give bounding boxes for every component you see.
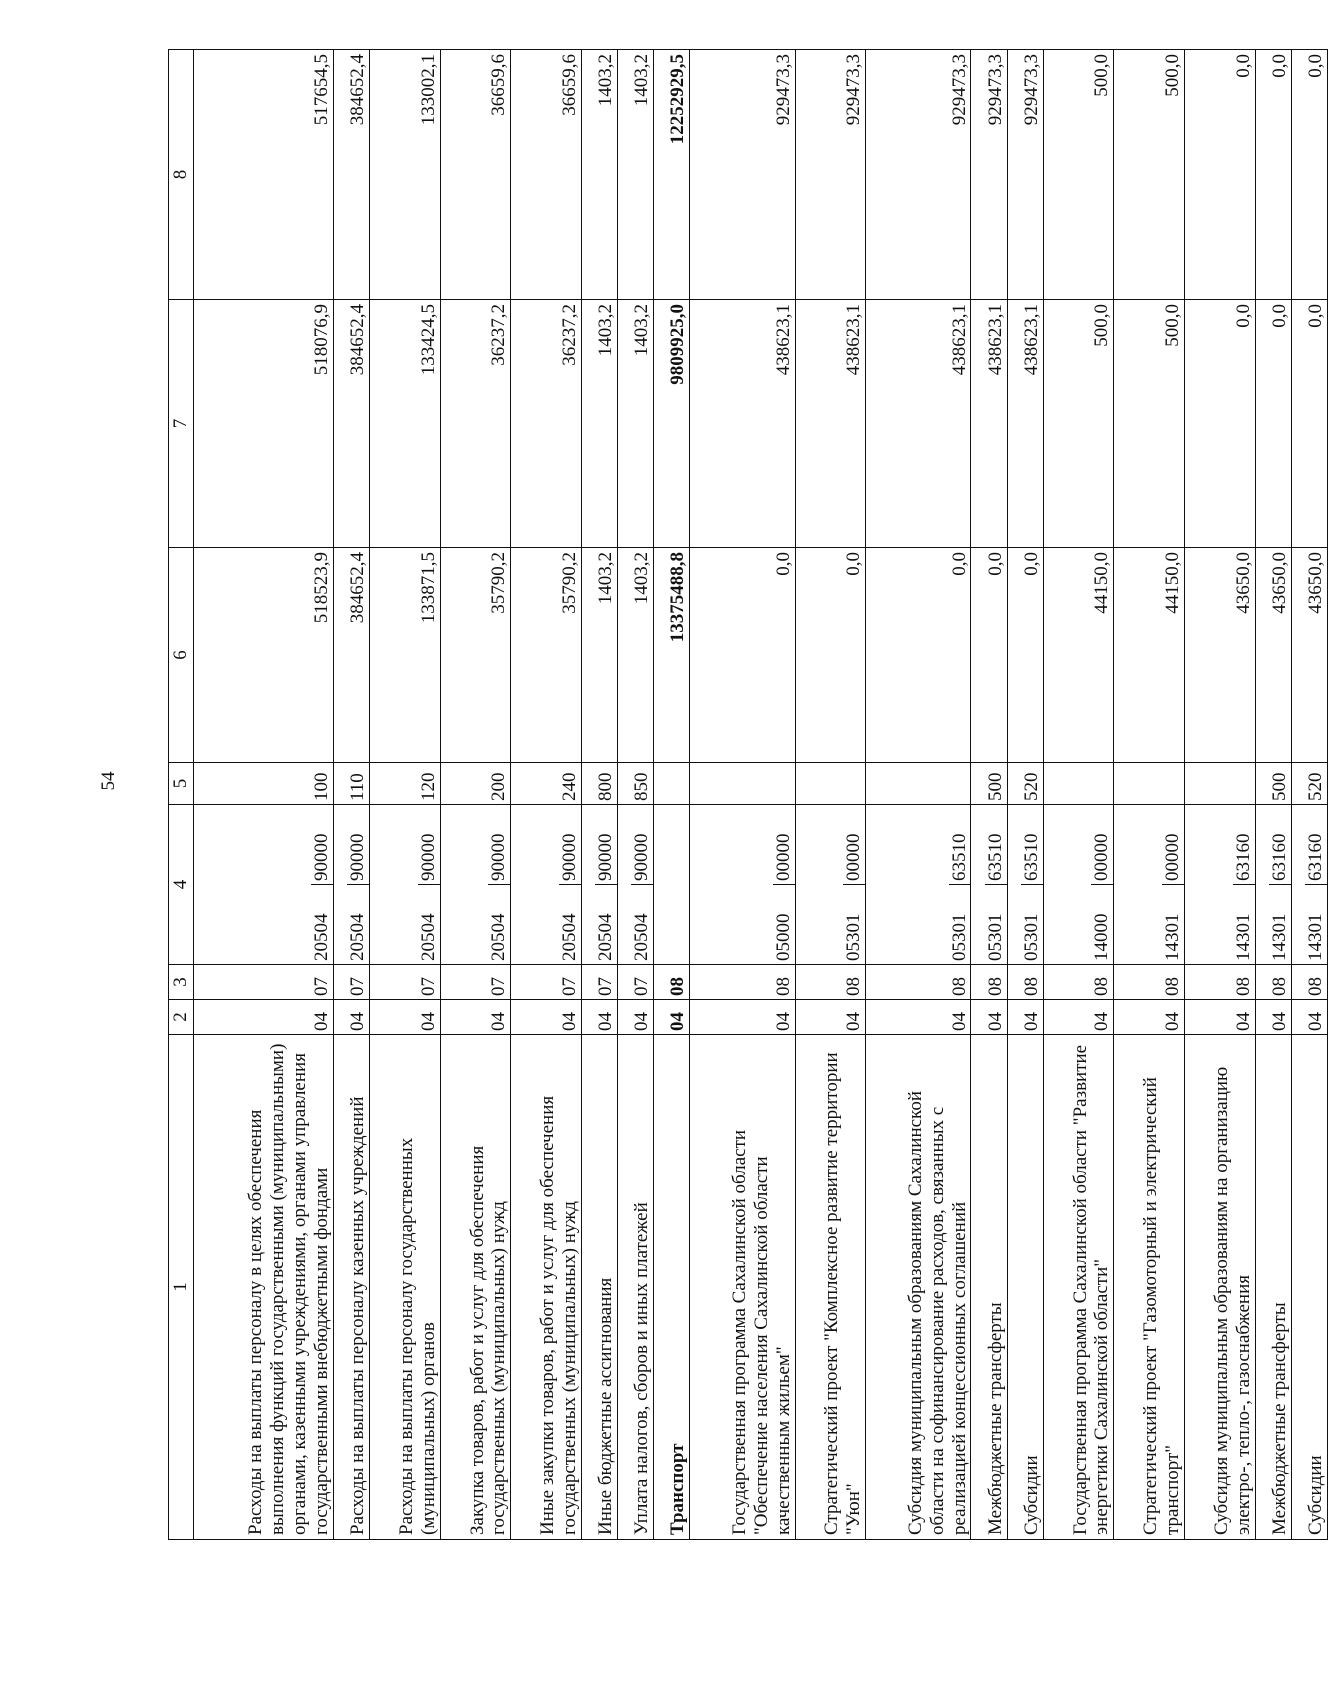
amount-year-2: 500,0 bbox=[1114, 300, 1185, 548]
expense-type-code bbox=[866, 763, 971, 805]
subsection-code: 08 bbox=[654, 965, 690, 1000]
amount-year-2: 36237,2 bbox=[511, 300, 582, 548]
table-row bbox=[618, 50, 654, 1540]
target-article-cell bbox=[511, 805, 582, 965]
program-code: 14301 bbox=[1162, 884, 1184, 964]
amount-year-1: 0,0 bbox=[971, 548, 1007, 763]
row-name: Государственная программа Сахалинской области "Развитие энергетики Сахалинской области" bbox=[1043, 1035, 1114, 1540]
section-code: 04 bbox=[795, 1000, 866, 1035]
table-row bbox=[440, 50, 511, 1540]
expense-type-code bbox=[654, 763, 690, 805]
amount-year-2: 438623,1 bbox=[690, 300, 795, 548]
amount-year-2: 438623,1 bbox=[971, 300, 1007, 548]
subsection-code: 07 bbox=[333, 965, 369, 1000]
subsection-code: 08 bbox=[1291, 965, 1327, 1000]
direction-code: 00000 bbox=[1091, 833, 1113, 881]
amount-year-3: 500,0 bbox=[1043, 50, 1114, 300]
amount-year-1: 0,0 bbox=[866, 548, 971, 763]
subsection-code: 07 bbox=[581, 965, 617, 1000]
direction-code: 00000 bbox=[772, 833, 794, 881]
section-code: 04 bbox=[971, 1000, 1007, 1035]
subsection-code: 08 bbox=[1184, 965, 1255, 1000]
expense-type-code bbox=[1184, 763, 1255, 805]
amount-year-2: 518076,9 bbox=[194, 300, 334, 548]
section-code: 04 bbox=[1007, 1000, 1043, 1035]
amount-year-3: 500,0 bbox=[1114, 50, 1185, 300]
table-row bbox=[1007, 50, 1043, 1540]
header-cell: 6 bbox=[169, 548, 194, 763]
amount-year-1: 1403,2 bbox=[618, 548, 654, 763]
direction-code: 00000 bbox=[1162, 833, 1184, 881]
target-article-cell bbox=[618, 805, 654, 965]
amount-year-2: 133424,5 bbox=[369, 300, 440, 548]
table-row bbox=[971, 50, 1007, 1540]
program-code: 05000 bbox=[773, 884, 795, 964]
direction-code: 90000 bbox=[595, 833, 617, 881]
program-code: 14301 bbox=[1305, 884, 1327, 964]
target-article-cell bbox=[795, 805, 866, 965]
subsection-code: 07 bbox=[194, 965, 334, 1000]
header-cell: 7 bbox=[169, 300, 194, 548]
target-article-cell bbox=[1291, 805, 1327, 965]
table-row bbox=[1114, 50, 1185, 1540]
header-cell: 8 bbox=[169, 50, 194, 300]
amount-year-2: 1403,2 bbox=[581, 300, 617, 548]
amount-year-3: 36659,6 bbox=[440, 50, 511, 300]
table-row bbox=[1184, 50, 1255, 1540]
subsection-code: 08 bbox=[795, 965, 866, 1000]
header-cell: 1 bbox=[169, 1035, 194, 1540]
amount-year-3: 36659,6 bbox=[511, 50, 582, 300]
amount-year-3: 12252929,5 bbox=[654, 50, 690, 300]
table-row bbox=[654, 50, 690, 1540]
row-name: Государственная программа Сахалинской области "Обеспечение населения Сахалинской области качественным жильем" bbox=[690, 1035, 795, 1540]
row-name: Субсидия муниципальным образованиям на организацию электро-, тепло-, газоснабжения bbox=[1184, 1035, 1255, 1540]
direction-code: 00000 bbox=[843, 833, 865, 881]
section-code: 04 bbox=[1255, 1000, 1291, 1035]
subsection-code: 08 bbox=[1043, 965, 1114, 1000]
row-name: Межбюджетные трансферты bbox=[971, 1035, 1007, 1540]
amount-year-3: 133002,1 bbox=[369, 50, 440, 300]
section-code: 04 bbox=[511, 1000, 582, 1035]
amount-year-3: 929473,3 bbox=[690, 50, 795, 300]
program-code: 14000 bbox=[1091, 884, 1113, 964]
target-article-cell bbox=[971, 805, 1007, 965]
target-article-cell bbox=[1114, 805, 1185, 965]
expense-type-code: 520 bbox=[1291, 763, 1327, 805]
program-code: 20504 bbox=[347, 884, 369, 964]
row-name: Субсидии bbox=[1291, 1035, 1327, 1540]
target-article-cell bbox=[1255, 805, 1291, 965]
table-row bbox=[581, 50, 617, 1540]
expense-type-code bbox=[690, 763, 795, 805]
expense-type-code: 500 bbox=[1255, 763, 1291, 805]
section-code: 04 bbox=[654, 1000, 690, 1035]
section-code: 04 bbox=[194, 1000, 334, 1035]
header-cell: 4 bbox=[169, 805, 194, 965]
row-name: Расходы на выплаты персоналу в целях обеспечения выполнения функций государственными (муниципальными) органами, казенными учреждениями, органами управления государственными внебюджетными фондами bbox=[194, 1035, 334, 1540]
row-name: Субсидии bbox=[1007, 1035, 1043, 1540]
amount-year-1: 13375488,8 bbox=[654, 548, 690, 763]
section-code: 04 bbox=[618, 1000, 654, 1035]
amount-year-2: 0,0 bbox=[1291, 300, 1327, 548]
subsection-code: 07 bbox=[511, 965, 582, 1000]
target-article-cell bbox=[690, 805, 795, 965]
amount-year-2: 0,0 bbox=[1255, 300, 1291, 548]
section-code: 04 bbox=[690, 1000, 795, 1035]
table-row bbox=[369, 50, 440, 1540]
program-code: 05301 bbox=[1021, 884, 1043, 964]
table-row bbox=[194, 50, 334, 1540]
row-name: Иные закупки товаров, работ и услуг для обеспечения государственных (муниципальных) нужд bbox=[511, 1035, 582, 1540]
target-article-cell bbox=[866, 805, 971, 965]
subsection-code: 07 bbox=[618, 965, 654, 1000]
section-code: 04 bbox=[866, 1000, 971, 1035]
program-code: 20504 bbox=[418, 884, 440, 964]
target-article-cell bbox=[654, 805, 690, 965]
amount-year-3: 384652,4 bbox=[333, 50, 369, 300]
amount-year-2: 1403,2 bbox=[618, 300, 654, 548]
section-code: 04 bbox=[581, 1000, 617, 1035]
program-code: 05301 bbox=[843, 884, 865, 964]
amount-year-3: 517654,5 bbox=[194, 50, 334, 300]
section-code: 04 bbox=[369, 1000, 440, 1035]
target-article-cell bbox=[194, 805, 334, 965]
row-name: Межбюджетные трансферты bbox=[1255, 1035, 1291, 1540]
program-code: 20504 bbox=[595, 884, 617, 964]
subsection-code: 08 bbox=[690, 965, 795, 1000]
amount-year-1: 133871,5 bbox=[369, 548, 440, 763]
target-article-cell bbox=[1184, 805, 1255, 965]
amount-year-1: 35790,2 bbox=[440, 548, 511, 763]
row-name: Расходы на выплаты персоналу государственных (муниципальных) органов bbox=[369, 1035, 440, 1540]
amount-year-1: 384652,4 bbox=[333, 548, 369, 763]
direction-code: 63160 bbox=[1268, 833, 1290, 881]
subsection-code: 08 bbox=[1007, 965, 1043, 1000]
program-code: 14301 bbox=[1269, 884, 1291, 964]
amount-year-3: 929473,3 bbox=[866, 50, 971, 300]
expense-type-code: 120 bbox=[369, 763, 440, 805]
subsection-code: 08 bbox=[866, 965, 971, 1000]
amount-year-1: 43650,0 bbox=[1184, 548, 1255, 763]
budget-table bbox=[168, 49, 1328, 1540]
direction-code: 90000 bbox=[488, 833, 510, 881]
header-cell: 2 bbox=[169, 1000, 194, 1035]
table-row bbox=[795, 50, 866, 1540]
amount-year-1: 43650,0 bbox=[1255, 548, 1291, 763]
amount-year-1: 0,0 bbox=[795, 548, 866, 763]
amount-year-1: 44150,0 bbox=[1114, 548, 1185, 763]
direction-code: 90000 bbox=[631, 833, 653, 881]
subsection-code: 07 bbox=[369, 965, 440, 1000]
expense-type-code: 500 bbox=[971, 763, 1007, 805]
amount-year-1: 1403,2 bbox=[581, 548, 617, 763]
program-code: 05301 bbox=[985, 884, 1007, 964]
amount-year-3: 929473,3 bbox=[1007, 50, 1043, 300]
subsection-code: 08 bbox=[1255, 965, 1291, 1000]
target-article-cell bbox=[1043, 805, 1114, 965]
row-name: Иные бюджетные ассигнования bbox=[581, 1035, 617, 1540]
row-name: Субсидия муниципальным образованиям Сахалинской области на софинансирование расходов, связанных с реализацией концессионных соглашений bbox=[866, 1035, 971, 1540]
program-code: 05301 bbox=[949, 884, 971, 964]
amount-year-3: 0,0 bbox=[1184, 50, 1255, 300]
table-row bbox=[511, 50, 582, 1540]
program-code: 20504 bbox=[559, 884, 581, 964]
expense-type-code: 240 bbox=[511, 763, 582, 805]
amount-year-2: 500,0 bbox=[1043, 300, 1114, 548]
direction-code: 90000 bbox=[310, 833, 332, 881]
table-row bbox=[1043, 50, 1114, 1540]
target-article-cell bbox=[1007, 805, 1043, 965]
subsection-code: 07 bbox=[440, 965, 511, 1000]
amount-year-3: 0,0 bbox=[1291, 50, 1327, 300]
rotated-table-container bbox=[168, 50, 1328, 1540]
expense-type-code: 200 bbox=[440, 763, 511, 805]
section-code: 04 bbox=[1114, 1000, 1185, 1035]
expense-type-code bbox=[795, 763, 866, 805]
amount-year-2: 438623,1 bbox=[866, 300, 971, 548]
program-code: 20504 bbox=[631, 884, 653, 964]
amount-year-3: 0,0 bbox=[1255, 50, 1291, 300]
subsection-code: 08 bbox=[1114, 965, 1185, 1000]
amount-year-3: 929473,3 bbox=[795, 50, 866, 300]
expense-type-code bbox=[1043, 763, 1114, 805]
row-name: Транспорт bbox=[654, 1035, 690, 1540]
row-name: Расходы на выплаты персоналу казенных учреждений bbox=[333, 1035, 369, 1540]
table-row bbox=[1291, 50, 1327, 1540]
amount-year-3: 1403,2 bbox=[618, 50, 654, 300]
amount-year-2: 438623,1 bbox=[795, 300, 866, 548]
target-article-cell bbox=[581, 805, 617, 965]
direction-code: 63510 bbox=[984, 833, 1006, 881]
row-name: Уплата налогов, сборов и иных платежей bbox=[618, 1035, 654, 1540]
amount-year-3: 1403,2 bbox=[581, 50, 617, 300]
table-row bbox=[690, 50, 795, 1540]
row-name: Стратегический проект "Газомоторный и электрический транспорт" bbox=[1114, 1035, 1185, 1540]
header-row bbox=[169, 50, 194, 1540]
subsection-code: 08 bbox=[971, 965, 1007, 1000]
header-cell: 5 bbox=[169, 763, 194, 805]
section-code: 04 bbox=[1043, 1000, 1114, 1035]
table-row bbox=[866, 50, 971, 1540]
amount-year-1: 44150,0 bbox=[1043, 548, 1114, 763]
amount-year-1: 0,0 bbox=[690, 548, 795, 763]
amount-year-2: 36237,2 bbox=[440, 300, 511, 548]
program-code: 20504 bbox=[311, 884, 333, 964]
row-name: Закупка товаров, работ и услуг для обеспечения государственных (муниципальных) нужд bbox=[440, 1035, 511, 1540]
direction-code: 90000 bbox=[347, 833, 369, 881]
direction-code: 63160 bbox=[1305, 833, 1327, 881]
program-code: 20504 bbox=[488, 884, 510, 964]
section-code: 04 bbox=[333, 1000, 369, 1035]
expense-type-code: 800 bbox=[581, 763, 617, 805]
expense-type-code: 520 bbox=[1007, 763, 1043, 805]
target-article-cell bbox=[333, 805, 369, 965]
target-article-cell bbox=[369, 805, 440, 965]
amount-year-1: 43650,0 bbox=[1291, 548, 1327, 763]
amount-year-2: 384652,4 bbox=[333, 300, 369, 548]
amount-year-1: 35790,2 bbox=[511, 548, 582, 763]
header-cell: 3 bbox=[169, 965, 194, 1000]
program-code: 14301 bbox=[1233, 884, 1255, 964]
amount-year-2: 0,0 bbox=[1184, 300, 1255, 548]
direction-code: 90000 bbox=[417, 833, 439, 881]
section-code: 04 bbox=[1184, 1000, 1255, 1035]
amount-year-1: 0,0 bbox=[1007, 548, 1043, 763]
page-number: 54 bbox=[98, 771, 119, 791]
table-row bbox=[333, 50, 369, 1540]
row-name: Стратегический проект "Комплексное развитие территории "Уюн" bbox=[795, 1035, 866, 1540]
expense-type-code: 100 bbox=[194, 763, 334, 805]
direction-code: 63510 bbox=[1020, 833, 1042, 881]
direction-code: 90000 bbox=[559, 833, 581, 881]
expense-type-code: 850 bbox=[618, 763, 654, 805]
direction-code: 63510 bbox=[948, 833, 970, 881]
amount-year-2: 9809925,0 bbox=[654, 300, 690, 548]
section-code: 04 bbox=[440, 1000, 511, 1035]
table-row bbox=[1255, 50, 1291, 1540]
amount-year-3: 929473,3 bbox=[971, 50, 1007, 300]
target-article-cell bbox=[440, 805, 511, 965]
amount-year-1: 518523,9 bbox=[194, 548, 334, 763]
expense-type-code: 110 bbox=[333, 763, 369, 805]
amount-year-2: 438623,1 bbox=[1007, 300, 1043, 548]
direction-code: 63160 bbox=[1232, 833, 1254, 881]
section-code: 04 bbox=[1291, 1000, 1327, 1035]
expense-type-code bbox=[1114, 763, 1185, 805]
